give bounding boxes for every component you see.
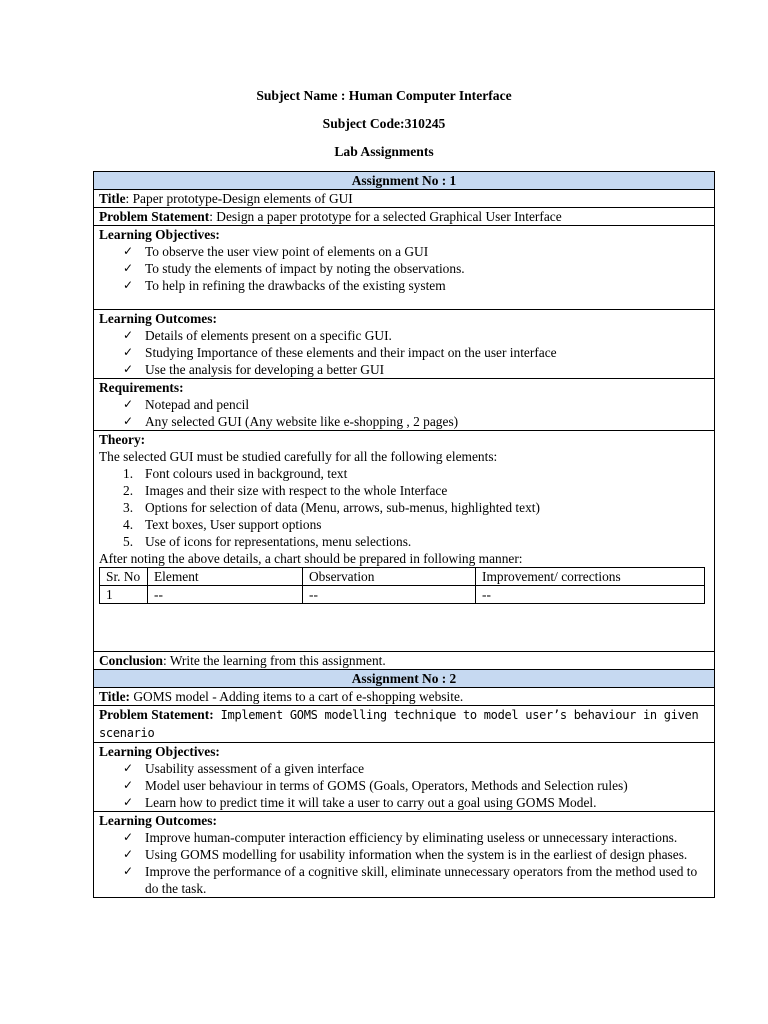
assignment-1-requirements-row xyxy=(94,378,714,430)
outcome-item: ✓ Improve human-computer interaction efficiency by eliminating useless or unnecessary interactions. xyxy=(123,829,709,846)
conclusion-label: Conclusion xyxy=(99,653,163,668)
theory-after: After noting the above details, a chart should be prepared in following manner: xyxy=(99,551,523,566)
theory-item xyxy=(123,499,709,516)
objective-item: ✓ To study the elements of impact by noting the observations. xyxy=(123,260,709,277)
theory-intro: The selected GUI must be studied carefully for all the following elements: xyxy=(99,449,498,464)
observation-chart-table xyxy=(99,567,705,604)
learning-outcomes-label: Learning Outcomes: xyxy=(99,813,217,828)
assignment-1-problem-row xyxy=(94,207,714,225)
learning-objectives-label: Learning Objectives: xyxy=(99,744,220,759)
outcome-item: ✓ Studying Importance of these elements and their impact on the user interface xyxy=(123,344,709,361)
cell-sr-no: 1 xyxy=(100,586,148,604)
theory-item xyxy=(123,533,709,550)
theory-item-number: 4. xyxy=(123,517,134,532)
theory-item-text: Use of icons for representations, menu selections. xyxy=(145,534,412,549)
objective-item: ✓ Learn how to predict time it will take a user to carry out a goal using GOMS Model. xyxy=(123,794,709,811)
assignment-1-title-row xyxy=(94,189,714,207)
theory-item-text: Images and their size with respect to the whole Interface xyxy=(145,483,448,498)
cell-observation: -- xyxy=(303,586,476,604)
learning-objectives-label: Learning Objectives: xyxy=(99,227,220,242)
title-label: Title: xyxy=(99,689,130,704)
problem-statement-label: Problem Statement xyxy=(99,209,210,224)
objective-item: ✓ To observe the user view point of elements on a GUI xyxy=(123,243,709,260)
outcome-item: ✓ Improve the performance of a cognitive skill, eliminate unnecessary operators from the method used to do the task. xyxy=(123,863,709,897)
assignment-2-objectives-row xyxy=(94,742,714,811)
theory-item-number: 5. xyxy=(123,534,134,549)
theory-label: Theory: xyxy=(99,432,146,447)
theory-item xyxy=(123,465,709,482)
title-text: GOMS model - Adding items to a cart of e-shopping website. xyxy=(130,689,464,704)
requirement-item: ✓ Any selected GUI (Any website like e-shopping , 2 pages) xyxy=(123,413,709,430)
learning-outcomes-label: Learning Outcomes: xyxy=(99,311,217,326)
objective-item: ✓ Usability assessment of a given interface xyxy=(123,760,709,777)
theory-item xyxy=(123,482,709,499)
theory-item-number: 3. xyxy=(123,500,134,515)
conclusion-text: : Write the learning from this assignment. xyxy=(163,653,386,668)
subject-code: Subject Code:310245 xyxy=(322,116,446,131)
subject-name: Subject Name : Human Computer Interface xyxy=(256,88,512,103)
assignment-1-theory-row xyxy=(94,430,714,651)
assignments-table xyxy=(93,171,715,898)
assignment-2-title-row xyxy=(94,687,714,705)
assignment-2-outcomes-row xyxy=(94,811,714,897)
col-header-element: Element xyxy=(148,568,303,586)
cell-element: -- xyxy=(148,586,303,604)
objective-item: ✓ To help in refining the drawbacks of the existing system xyxy=(123,277,709,294)
assignment-1-objectives-row xyxy=(94,225,714,309)
outcome-item: ✓ Details of elements present on a specific GUI. xyxy=(123,327,709,344)
theory-item-text: Text boxes, User support options xyxy=(145,517,322,532)
objective-item: ✓ Model user behaviour in terms of GOMS (Goals, Operators, Methods and Selection rules) xyxy=(123,777,709,794)
title-text: : Paper prototype-Design elements of GUI xyxy=(125,191,353,206)
requirements-label: Requirements: xyxy=(99,380,184,395)
assignment-1-heading: Assignment No : 1 xyxy=(94,172,714,189)
title-label: Title xyxy=(99,191,126,206)
col-header-improvement: Improvement/ corrections xyxy=(476,568,705,586)
assignment-2-heading: Assignment No : 2 xyxy=(94,669,714,687)
col-header-observation: Observation xyxy=(303,568,476,586)
theory-item-text: Options for selection of data (Menu, arrows, sub-menus, highlighted text) xyxy=(145,500,540,515)
outcome-item: ✓ Using GOMS modelling for usability information when the system is in the earliest of design phases. xyxy=(123,846,709,863)
outcome-item: ✓ Use the analysis for developing a better GUI xyxy=(123,361,709,378)
theory-item-number: 2. xyxy=(123,483,134,498)
observation-chart-header-row xyxy=(100,568,705,586)
theory-item xyxy=(123,516,709,533)
col-header-sr-no: Sr. No xyxy=(100,568,148,586)
problem-statement-text: : Design a paper prototype for a selected Graphical User Interface xyxy=(209,209,562,224)
assignment-1-outcomes-row xyxy=(94,309,714,378)
requirement-item: ✓ Notepad and pencil xyxy=(123,396,709,413)
assignment-2-problem-row xyxy=(94,705,714,742)
theory-item-text: Font colours used in background, text xyxy=(145,466,348,481)
problem-statement-label: Problem Statement: xyxy=(99,707,214,722)
assignment-1-conclusion-row xyxy=(94,651,714,669)
lab-assignments-title: Lab Assignments xyxy=(334,144,434,159)
problem-statement-text: Implement GOMS modelling technique to model user’s behaviour in given scenario xyxy=(99,708,699,740)
theory-item-number: 1. xyxy=(123,466,134,481)
table-row xyxy=(100,586,705,604)
cell-improvement: -- xyxy=(476,586,705,604)
